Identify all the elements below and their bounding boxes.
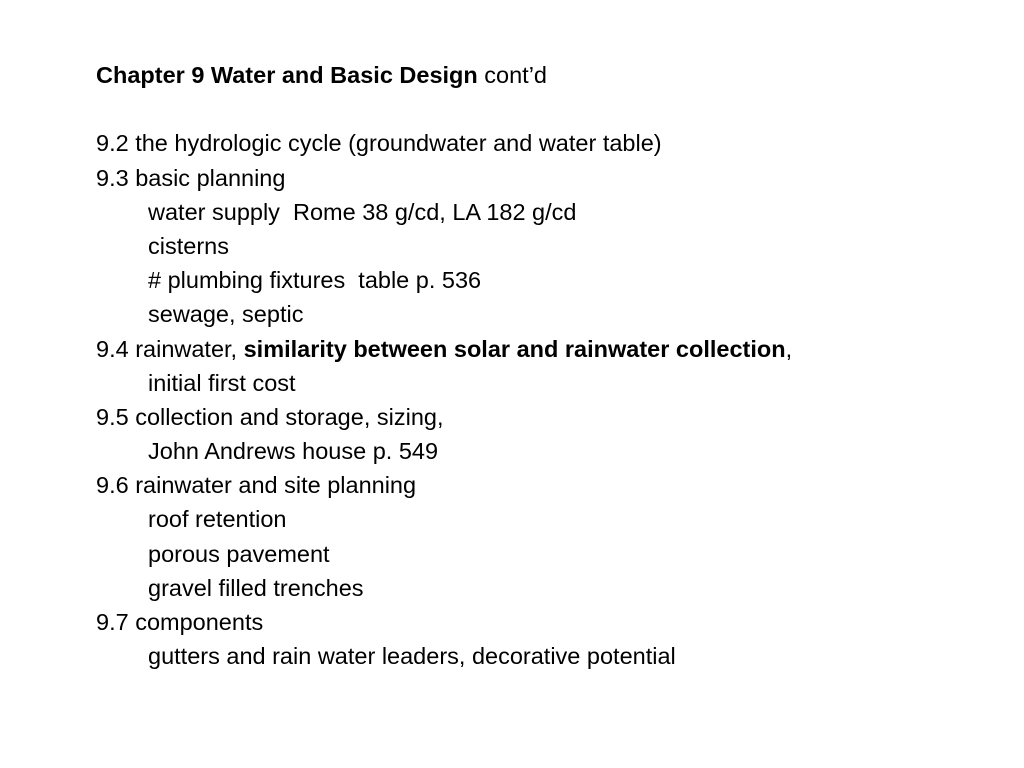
outline-item: 9.5 collection and storage, sizing, <box>96 403 444 430</box>
outline-subitem: roof retention <box>148 506 287 533</box>
outline-item: 9.2 the hydrologic cycle (groundwater and water table) <box>96 130 662 157</box>
outline-subitem: gutters and rain water leaders, decorative potential <box>148 643 676 670</box>
item-text: 9.4 rainwater, <box>96 335 244 362</box>
blank-line <box>96 92 792 126</box>
outline-subitem: gravel filled trenches <box>148 574 364 601</box>
outline-subitem: John Andrews house p. 549 <box>148 438 439 465</box>
item-text: , <box>785 335 793 362</box>
outline-item: 9.3 basic planning <box>96 164 286 191</box>
outline-subitem: # plumbing fixtures table p. 536 <box>148 267 482 294</box>
title-suffix: cont’d <box>477 62 548 88</box>
item-emphasis: similarity between solar and rainwater collection <box>243 335 786 362</box>
outline-item <box>96 332 792 366</box>
outline-item: 9.7 components <box>96 609 264 635</box>
slide-title <box>96 58 792 92</box>
slide-content <box>96 58 792 673</box>
outline-subitem: sewage, septic <box>148 301 304 328</box>
outline-subitem: water supply Rome 38 g/cd, LA 182 g/cd <box>148 198 577 225</box>
title-bold: Chapter 9 Water and Basic Design <box>96 62 478 88</box>
outline-subitem: cisterns <box>148 232 229 259</box>
outline-item: 9.6 rainwater and site planning <box>96 472 417 499</box>
outline-subitem: initial first cost <box>148 369 296 396</box>
outline-subitem: porous pavement <box>148 540 330 567</box>
